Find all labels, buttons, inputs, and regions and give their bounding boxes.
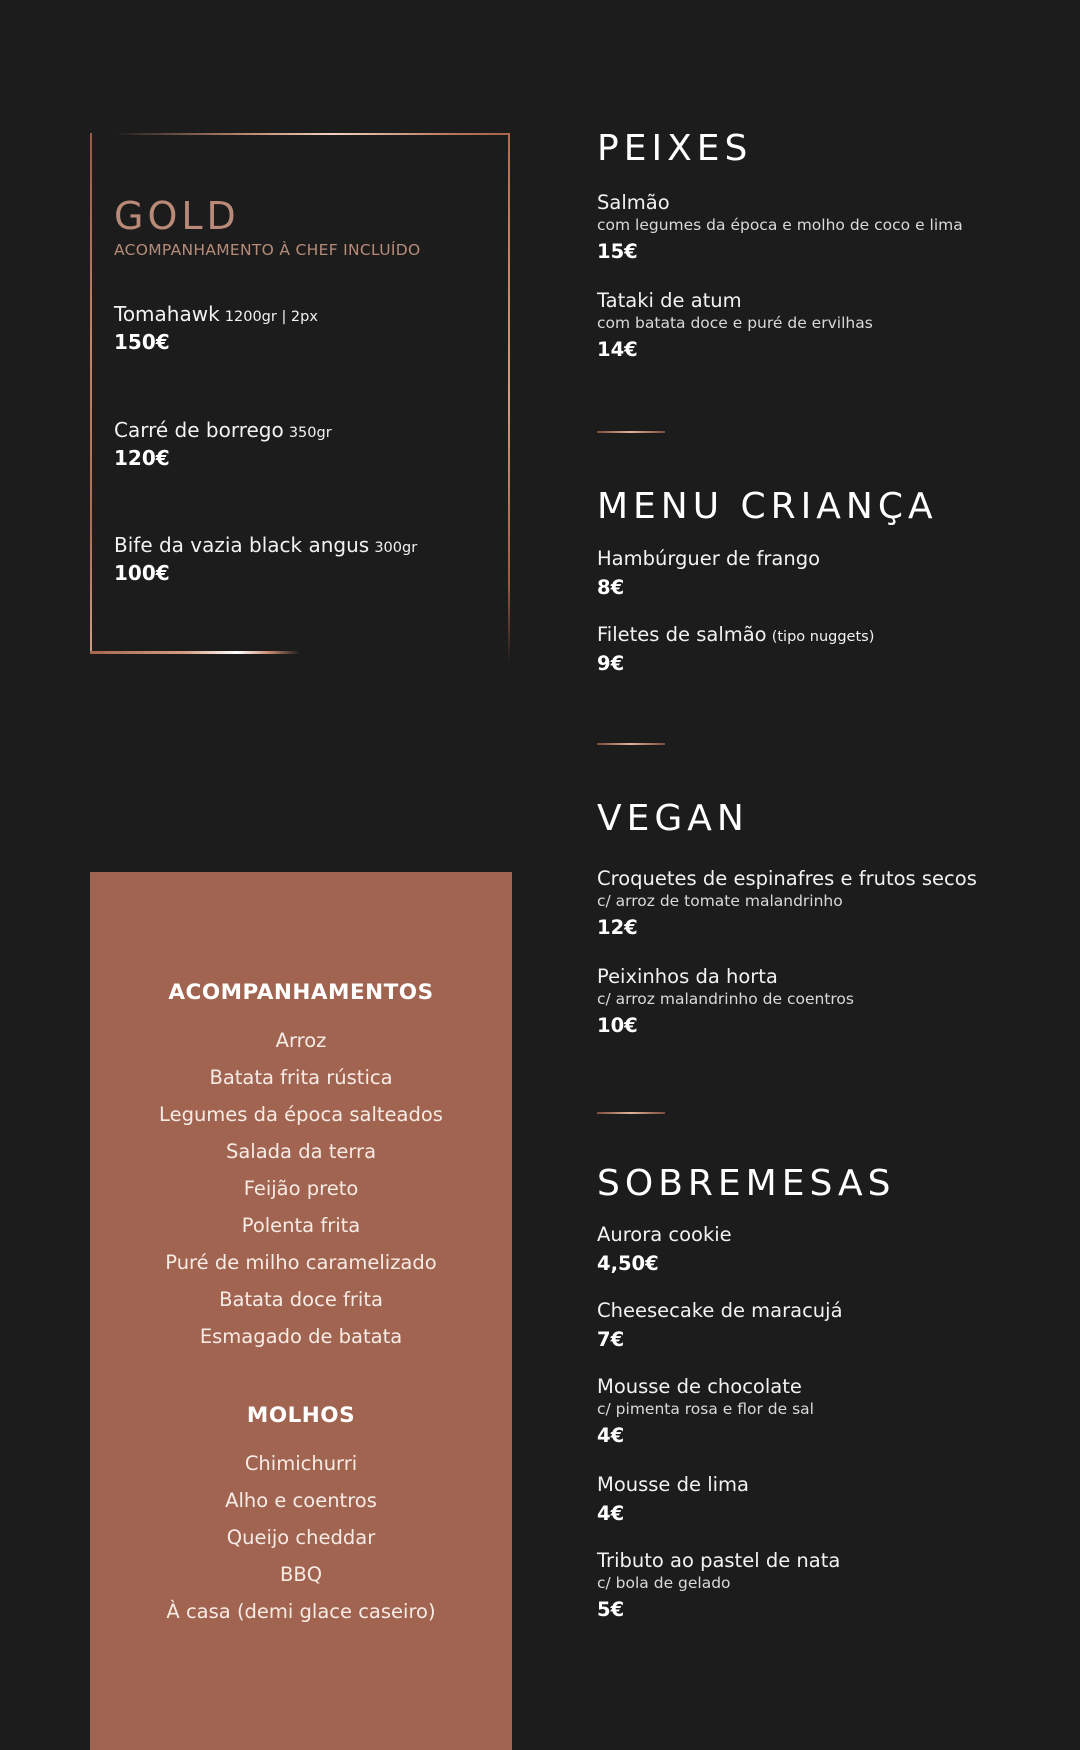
item-size: 300gr xyxy=(374,540,418,556)
frame-top-line xyxy=(114,133,510,135)
item-name: Carré de borrego xyxy=(114,418,284,442)
vegan-section xyxy=(597,798,749,840)
item-name: Aurora cookie xyxy=(597,1223,732,1246)
section-divider xyxy=(597,431,665,433)
menu-item-aurora-cookie xyxy=(597,1223,1057,1275)
item-description: com batata doce e puré de ervilhas xyxy=(597,314,873,332)
item-price: 9€ xyxy=(597,652,625,675)
list-item: Legumes da época salteados xyxy=(159,1103,443,1126)
item-name: Tomahawk xyxy=(114,302,220,326)
menu-item-croquetes xyxy=(597,867,1057,939)
item-note: (tipo nuggets) xyxy=(771,629,875,645)
list-item: BBQ xyxy=(279,1563,323,1586)
item-price: 8€ xyxy=(597,576,625,599)
item-name: Hambúrguer de frango xyxy=(597,547,821,570)
list-item: Feijão preto xyxy=(243,1177,359,1200)
list-item: Salada da terra xyxy=(225,1140,377,1163)
molhos-list xyxy=(90,1445,512,1630)
side-dishes-panel xyxy=(90,872,512,1750)
menu-item-mousse-de-lima xyxy=(597,1473,1057,1525)
item-price: 10€ xyxy=(597,1014,638,1037)
list-item: Esmagado de batata xyxy=(199,1325,403,1348)
molhos-heading: MOLHOS xyxy=(246,1403,356,1428)
gold-title: GOLD xyxy=(114,194,240,238)
frame-left-line xyxy=(90,133,92,653)
item-name: Tributo ao pastel de nata xyxy=(597,1549,841,1572)
item-price: 4€ xyxy=(597,1502,625,1525)
item-price: 15€ xyxy=(597,240,638,263)
item-description: c/ bola de gelado xyxy=(597,1574,731,1592)
acompanhamentos-list xyxy=(90,1022,512,1355)
gold-item-carre-de-borrego xyxy=(114,418,332,470)
item-name: Peixinhos da horta xyxy=(597,965,778,988)
menu-item-cheesecake xyxy=(597,1299,1057,1351)
item-price: 14€ xyxy=(597,338,638,361)
gold-subtitle: ACOMPANHAMENTO À CHEF INCLUÍDO xyxy=(114,241,421,259)
section-title-vegan: VEGAN xyxy=(597,798,749,839)
item-description: c/ arroz malandrinho de coentros xyxy=(597,990,854,1008)
item-price: 100€ xyxy=(114,561,170,585)
list-item: Alho e coentros xyxy=(225,1489,377,1512)
item-name: Mousse de chocolate xyxy=(597,1375,802,1398)
item-name: Cheesecake de maracujá xyxy=(597,1299,843,1322)
item-size: 350gr xyxy=(288,425,332,441)
list-item: Batata frita rústica xyxy=(209,1066,393,1089)
list-item: Arroz xyxy=(275,1029,327,1052)
item-name: Salmão xyxy=(597,191,670,214)
item-description: com legumes da época e molho de coco e lima xyxy=(597,216,963,234)
item-name: Croquetes de espinafres e frutos secos xyxy=(597,867,977,890)
gold-item-tomahawk xyxy=(114,302,318,354)
item-description: c/ pimenta rosa e flor de sal xyxy=(597,1400,814,1418)
list-item: Polenta frita xyxy=(241,1214,361,1237)
list-item: À casa (demi glace caseiro) xyxy=(166,1600,436,1623)
item-price: 120€ xyxy=(114,446,170,470)
list-item: Batata doce frita xyxy=(219,1288,383,1311)
item-name: Filetes de salmão xyxy=(597,623,767,646)
section-title-menu-crianca: MENU CRIANÇA xyxy=(597,486,938,527)
menu-item-tataki-de-atum xyxy=(597,289,1057,361)
peixes-section xyxy=(597,128,752,170)
menu-item-peixinhos-da-horta xyxy=(597,965,1057,1037)
item-price: 12€ xyxy=(597,916,638,939)
section-divider xyxy=(597,1112,665,1114)
item-price: 7€ xyxy=(597,1328,625,1351)
item-name: Mousse de lima xyxy=(597,1473,749,1496)
item-price: 150€ xyxy=(114,330,170,354)
item-description: c/ arroz de tomate malandrinho xyxy=(597,892,843,910)
menu-item-tributo-ao-pastel-de-nata xyxy=(597,1549,1057,1621)
item-price: 4€ xyxy=(597,1424,625,1447)
sobremesas-section xyxy=(597,1163,895,1205)
frame-bottom-line xyxy=(90,651,300,654)
section-divider xyxy=(597,743,665,745)
list-item: Queijo cheddar xyxy=(226,1526,376,1549)
menu-item-salmao xyxy=(597,191,1057,263)
frame-right-line xyxy=(508,133,510,663)
section-title-sobremesas: SOBREMESAS xyxy=(597,1163,896,1204)
menu-item-hamburguer-de-frango xyxy=(597,547,1057,599)
acompanhamentos-heading: ACOMPANHAMENTOS xyxy=(168,980,434,1005)
section-title-peixes: PEIXES xyxy=(597,128,753,169)
item-price: 5€ xyxy=(597,1598,625,1621)
gold-item-bife-da-vazia xyxy=(114,533,417,585)
item-name: Tataki de atum xyxy=(597,289,742,312)
list-item: Chimichurri xyxy=(244,1452,358,1475)
menu-crianca-section xyxy=(597,486,938,528)
menu-item-filetes-de-salmao xyxy=(597,623,1057,675)
item-price: 4,50€ xyxy=(597,1252,659,1275)
menu-item-mousse-de-chocolate xyxy=(597,1375,1057,1447)
item-size: 1200gr | 2px xyxy=(224,309,318,325)
item-name: Bife da vazia black angus xyxy=(114,533,370,557)
list-item: Puré de milho caramelizado xyxy=(165,1251,437,1274)
